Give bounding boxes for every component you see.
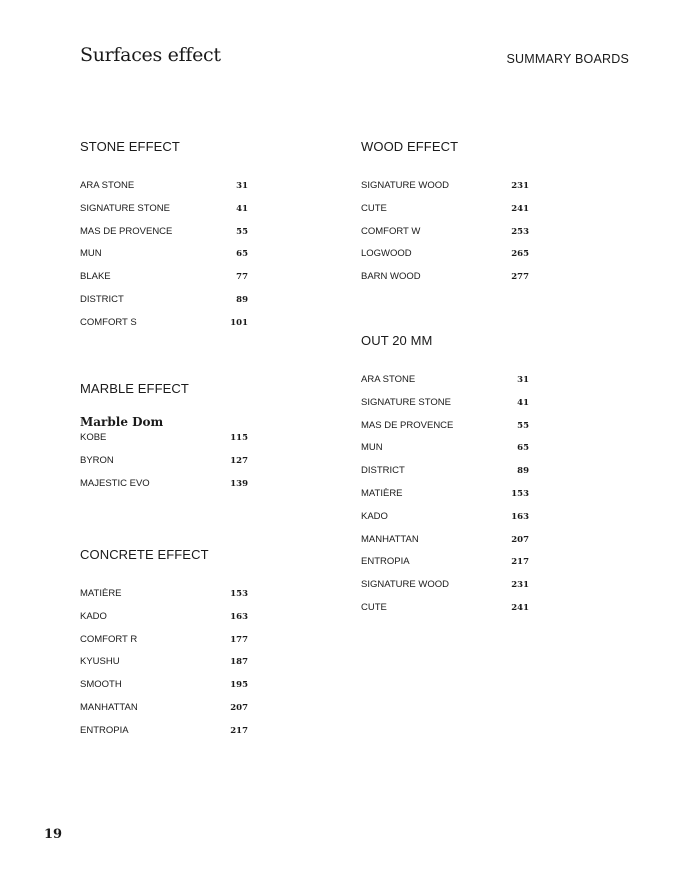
entry-page-number: 277 <box>511 272 529 283</box>
toc-entry <box>80 248 248 271</box>
entry-name: MATIÈRE <box>80 588 122 599</box>
toc-entry <box>80 588 248 611</box>
toc-entry <box>361 534 529 557</box>
entry-page-number: 253 <box>511 226 529 237</box>
section-out-20mm <box>361 333 529 625</box>
toc-entry <box>80 203 248 226</box>
entry-list <box>361 180 529 294</box>
section-title: STONE EFFECT <box>80 139 180 154</box>
entry-name: KADO <box>361 510 388 522</box>
section-stone-effect <box>80 139 248 340</box>
entry-page-number: 41 <box>236 203 248 214</box>
entry-name: CUTE <box>361 202 387 214</box>
entry-name: MATIÈRE <box>361 487 403 499</box>
section-title: OUT 20 MM <box>361 333 433 348</box>
section-title: WOOD EFFECT <box>361 139 459 154</box>
toc-entry <box>80 656 248 679</box>
entry-page-number: 101 <box>230 317 248 328</box>
toc-entry <box>80 634 248 657</box>
entry-name: BYRON <box>80 454 114 466</box>
entry-page-number: 31 <box>236 181 248 191</box>
entry-name: BLAKE <box>80 271 111 283</box>
toc-entry <box>361 271 529 294</box>
toc-entry <box>80 478 248 501</box>
entry-name: DISTRICT <box>80 293 124 305</box>
entry-name: KADO <box>80 610 107 622</box>
entry-page-number: 153 <box>230 589 248 599</box>
entry-page-number: 127 <box>230 455 248 466</box>
entry-page-number: 55 <box>236 226 248 237</box>
entry-name: COMFORT W <box>361 225 421 237</box>
entry-page-number: 195 <box>230 680 248 691</box>
entry-page-number: 65 <box>517 443 529 454</box>
toc-entry <box>80 702 248 725</box>
section-marble-effect <box>80 381 248 500</box>
entry-name: DISTRICT <box>361 465 405 477</box>
toc-entry <box>361 442 529 465</box>
entry-name: MAJESTIC EVO <box>80 477 150 489</box>
entry-page-number: 55 <box>517 420 529 431</box>
entry-name: CUTE <box>361 601 387 613</box>
header-section-label: SUMMARY BOARDS <box>506 52 629 66</box>
toc-entry <box>361 602 529 625</box>
entry-name: SIGNATURE STONE <box>80 202 170 214</box>
section-subtitle: Marble Dom <box>80 415 164 429</box>
entry-name: ENTROPIA <box>80 724 129 736</box>
entry-page-number: 265 <box>511 249 529 260</box>
entry-page-number: 241 <box>511 602 529 613</box>
entry-page-number: 177 <box>230 634 248 645</box>
entry-name: KYUSHU <box>80 656 120 668</box>
entry-name: SIGNATURE WOOD <box>361 180 449 191</box>
entry-name: KOBE <box>80 432 107 443</box>
section-wood-effect <box>361 139 529 294</box>
entry-page-number: 207 <box>511 534 529 545</box>
entry-page-number: 207 <box>230 702 248 713</box>
section-concrete-effect <box>80 547 248 748</box>
entry-name: MANHATTAN <box>80 701 138 713</box>
entry-name: ENTROPIA <box>361 556 410 568</box>
toc-entry <box>80 725 248 748</box>
entry-name: COMFORT R <box>80 633 138 645</box>
toc-entry <box>361 397 529 420</box>
entry-page-number: 77 <box>236 272 248 283</box>
entry-name: SIGNATURE STONE <box>361 396 451 408</box>
entry-name: LOGWOOD <box>361 248 412 260</box>
entry-page-number: 65 <box>236 249 248 260</box>
entry-page-number: 139 <box>230 478 248 489</box>
section-title: MARBLE EFFECT <box>80 381 189 396</box>
entry-name: SIGNATURE WOOD <box>361 579 449 591</box>
entry-page-number: 89 <box>236 294 248 305</box>
toc-entry <box>361 579 529 602</box>
toc-entry <box>80 432 248 455</box>
toc-entry <box>361 226 529 249</box>
toc-entry <box>80 611 248 634</box>
entry-page-number: 187 <box>230 657 248 668</box>
entry-name: ARA STONE <box>80 180 135 191</box>
entry-name: MANHATTAN <box>361 533 419 545</box>
entry-list <box>80 432 248 500</box>
entry-page-number: 153 <box>511 488 529 499</box>
toc-entry <box>361 488 529 511</box>
entry-list <box>80 588 248 748</box>
entry-name: ARA STONE <box>361 374 416 385</box>
toc-entry <box>80 226 248 249</box>
entry-name: COMFORT S <box>80 316 137 328</box>
toc-entry <box>361 511 529 534</box>
entry-name: MAS DE PROVENCE <box>80 225 173 237</box>
entry-page-number: 89 <box>517 466 529 477</box>
entry-name: MUN <box>80 248 102 260</box>
entry-name: BARN WOOD <box>361 271 421 283</box>
page-title: Surfaces effect <box>80 44 221 66</box>
entry-page-number: 217 <box>230 725 248 736</box>
entry-page-number: 31 <box>517 375 529 385</box>
toc-entry <box>361 203 529 226</box>
toc-entry <box>80 317 248 340</box>
entry-page-number: 241 <box>511 203 529 214</box>
entry-page-number: 231 <box>511 181 529 191</box>
entry-page-number: 217 <box>511 557 529 568</box>
section-title: CONCRETE EFFECT <box>80 547 209 562</box>
toc-entry <box>361 420 529 443</box>
page-number: 19 <box>44 827 63 842</box>
toc-entry <box>80 294 248 317</box>
entry-page-number: 115 <box>230 433 248 443</box>
toc-entry <box>80 271 248 294</box>
entry-page-number: 163 <box>511 511 529 522</box>
toc-entry <box>361 465 529 488</box>
entry-name: MUN <box>361 442 383 454</box>
entry-list <box>361 374 529 625</box>
entry-list <box>80 180 248 340</box>
toc-entry <box>80 455 248 478</box>
toc-entry <box>361 248 529 271</box>
toc-entry <box>361 374 529 397</box>
entry-name: SMOOTH <box>80 679 122 691</box>
entry-page-number: 163 <box>230 611 248 622</box>
entry-name: MAS DE PROVENCE <box>361 419 454 431</box>
toc-entry <box>80 180 248 203</box>
entry-page-number: 231 <box>511 580 529 591</box>
toc-entry <box>361 180 529 203</box>
toc-entry <box>80 679 248 702</box>
toc-entry <box>361 556 529 579</box>
entry-page-number: 41 <box>517 397 529 408</box>
